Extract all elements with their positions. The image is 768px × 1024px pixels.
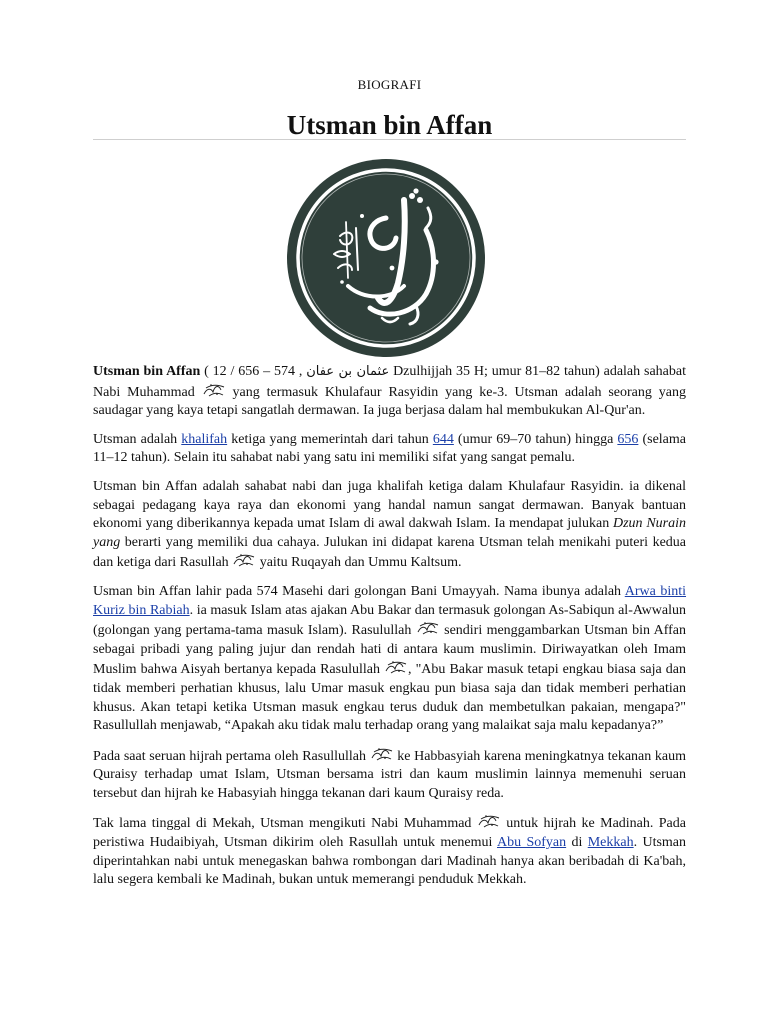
link-year-644[interactable]: 644	[432, 431, 454, 447]
paragraph-dzun-nurain: Utsman bin Affan adalah sahabat nabi dan juga khalifah ketiga dalam Khulafaur Rasyidin. ia dikenal sebagai pedagang kaya raya dan ekonomi yang handal namun sangat dermawan. Banyak bantuan ekonomi yang diberikannya kepada umat Islam di awal dakwah Islam. Ia mendapat julukan Dzun Nurain yang berarti yang memiliki dua cahaya. Julukan ini didapat karena Utsman telah menikahi puteri kedua dan ketiga dari Rasullah yaitu Ruqayah dan Ummu Kaltsum.	[93, 478, 687, 571]
paragraph-hudaibiyah: Tak lama tinggal di Mekah, Utsman mengikuti Nabi Muhammad untuk hijrah ke Madinah. Pada peristiwa Hudaibiyah, Utsman dikirim oleh Rasullah untuk menemui Abu Sofyan di Mekkah. Utsman diperintahkan nabi untuk menegaskan bahwa rombongan dari Madinah hanya akan beribadah di Ka'bah, lalu segera kembali ke Madinah, bukan untuk memerangi penduduk Mekkah.	[93, 813, 686, 889]
paragraph-intro: Utsman bin Affan ( 12 / 656 – 574 , عثمان بن عفان Dzulhijjah 35 H; umur 81–82 tahun) adalah sahabat Nabi Muhammad yang termasuk Khulafaur Rasyidin yang ke-3. Utsman adalah seorang yang saudagar yang kaya tetapi sangatlah dermawan. Ia juga berjasa dalam hal membukukan Al-Qur'an.	[93, 364, 686, 419]
link-khalifah[interactable]: khalifah	[181, 431, 228, 447]
title-divider	[93, 139, 686, 140]
document-kicker: BIOGRAFI	[357, 77, 422, 92]
link-abu-sofyan[interactable]: Abu Sofyan	[497, 835, 567, 851]
saw-honorific-icon	[416, 620, 440, 636]
saw-honorific-icon	[384, 659, 408, 675]
subject-name: Utsman bin Affan	[93, 364, 201, 379]
biography-body	[93, 363, 686, 900]
arabic-calligraphy-emblem-icon	[286, 158, 486, 358]
paragraph-birth: Usman bin Affan lahir pada 574 Masehi dari golongan Bani Umayyah. Nama ibunya adalah Arwa binti Kuriz bin Rabiah. ia masuk Islam atas ajakan Abu Bakar dan termasuk golongan As-Sabiqun al-Awwalun (golongan yang pertama-tama masuk Islam). Rasulullah sendiri menggambarkan Utsman bin Affan sebagai pribadi yang paling jujur dan rendah hati di antara kaum muslimin. Diriwayatkan oleh Imam Muslim bahwa Aisyah bertanya kepada Rasulullah , "Abu Bakar masuk tetapi engkau biasa saja dan tidak memberi perhatian khusus, lalu Umar masuk engkau pun biasa saja dan tidak memberi perhatian khusus. Akan tetapi ketika Utsman masuk engkau terus duduk dan membetulkan pakaian, mengapa?" Rasullullah menjawab, “Apakah aku tidak malu terhadap orang yang malaikat saja malu kepadanya?”	[93, 583, 687, 734]
paragraph-caliph: Utsman adalah khalifah ketiga yang memerintah dari tahun 644 (umur 69–70 tahun) hingga 656 (selama 11–12 tahun). Selain itu sahabat nabi yang satu ini memiliki sifat yang sangat pemalu.	[93, 431, 686, 466]
page-title: Utsman bin Affan	[286, 110, 493, 140]
saw-honorific-icon	[202, 382, 226, 398]
nickname-dzun-nurain: Dzun Nurain yang	[93, 516, 687, 550]
paragraph-hijrah-habasyah: Pada saat seruan hijrah pertama oleh Rasullullah ke Habbasyiah karena meningkatnya tekanan kaum Quraisy terhadap umat Islam, Utsman bersama istri dan kaum muslimin lainnya memenuhi seruan tersebut dan hijrah ke Habasyiah hingga tekanan dari kaum Quraisy reda.	[93, 746, 686, 804]
saw-honorific-icon	[232, 552, 256, 568]
arabic-name: عثمان بن عفان	[306, 364, 390, 379]
saw-honorific-icon	[477, 813, 501, 829]
saw-honorific-icon	[370, 746, 394, 762]
link-mekkah[interactable]: Mekkah	[587, 835, 634, 851]
link-year-656[interactable]: 656	[617, 431, 639, 447]
link-arwa-binti-kuriz[interactable]: Arwa binti Kuriz bin Rabiah	[93, 583, 687, 618]
